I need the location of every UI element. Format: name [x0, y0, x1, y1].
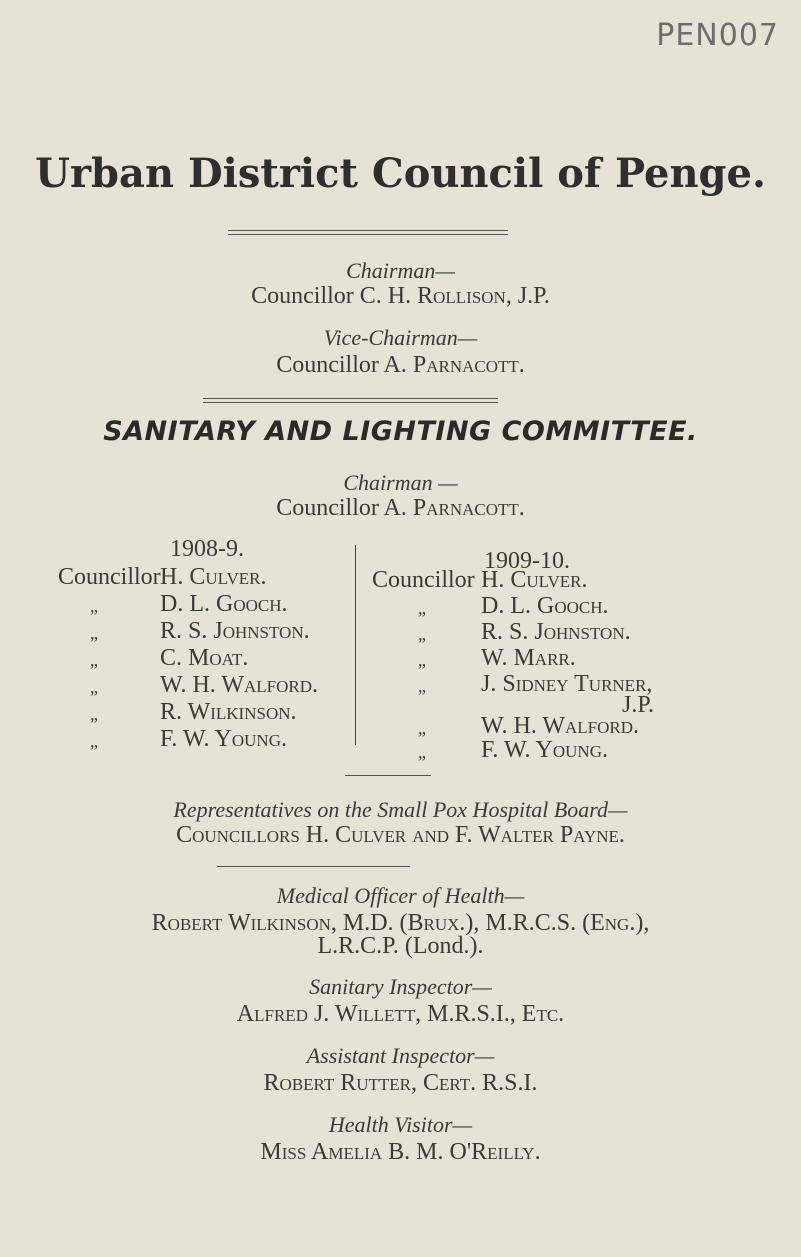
- ditto-mark: „: [90, 731, 98, 751]
- assistant-inspector-name: Robert Rutter, Cert. R.S.I.: [263, 1070, 538, 1096]
- medical-officer-qualifications: L.R.C.P. (Lond.).: [317, 933, 484, 959]
- ditto-mark: „: [418, 624, 426, 644]
- left-member-4: C. Moat.: [160, 645, 249, 671]
- right-member-5: J. Sidney Turner,: [481, 671, 653, 697]
- right-councillor-label: Councillor: [372, 567, 475, 593]
- left-member-2: D. L. Gooch.: [160, 591, 288, 617]
- left-member-1: H. Culver.: [160, 564, 267, 590]
- assistant-inspector-role: Assistant Inspector—: [306, 1043, 495, 1068]
- representatives-rule: [217, 866, 410, 867]
- chairman-role: Chairman—: [346, 258, 455, 283]
- left-councillor-label: Councillor: [58, 564, 161, 590]
- committee-chairman-role: Chairman —: [343, 470, 458, 495]
- health-visitor-role: Health Visitor—: [328, 1112, 473, 1137]
- column-divider: [355, 545, 356, 745]
- members-rule: [345, 775, 431, 776]
- sanitary-inspector-role: Sanitary Inspector—: [309, 974, 492, 999]
- right-member-6: W. H. Walford.: [481, 713, 640, 739]
- section-rule: [203, 398, 498, 403]
- ditto-mark: „: [90, 650, 98, 670]
- right-member-1: H. Culver.: [481, 567, 588, 593]
- right-year: 1909-10.: [484, 548, 570, 574]
- ditto-mark: „: [90, 623, 98, 643]
- representatives-text: Councillors H. Culver and F. Walter Payne.: [176, 822, 625, 848]
- page-title: Urban District Council of Penge.: [35, 150, 766, 197]
- right-member-7: F. W. Young.: [481, 737, 608, 763]
- right-member-2: D. L. Gooch.: [481, 593, 609, 619]
- committee-title: SANITARY AND LIGHTING COMMITTEE.: [103, 416, 698, 447]
- ditto-mark: „: [90, 704, 98, 724]
- right-member-4: W. Marr.: [481, 645, 576, 671]
- chairman-name: Councillor C. H. Rollison, J.P.: [251, 283, 550, 309]
- medical-officer-name: Robert Wilkinson, M.D. (Brux.), M.R.C.S. (Eng.),: [151, 910, 650, 936]
- vice-chairman-name: Councillor A. Parnacott.: [276, 352, 525, 378]
- representatives-role: Representatives on the Small Pox Hospital Board—: [173, 797, 628, 822]
- ditto-mark: „: [418, 742, 426, 762]
- vice-chairman-role: Vice-Chairman—: [323, 325, 478, 350]
- ditto-mark: „: [90, 677, 98, 697]
- ditto-mark: „: [418, 598, 426, 618]
- title-rule: [228, 230, 508, 235]
- archive-reference: PEN007: [656, 18, 779, 53]
- ditto-mark: „: [90, 596, 98, 616]
- medical-officer-role: Medical Officer of Health—: [276, 883, 525, 908]
- left-member-7: F. W. Young.: [160, 726, 287, 752]
- right-member-5-continuation: J.P.: [622, 692, 655, 718]
- left-member-6: R. Wilkinson.: [160, 699, 297, 725]
- right-member-3: R. S. Johnston.: [481, 619, 631, 645]
- ditto-mark: „: [418, 718, 426, 738]
- sanitary-inspector-name: Alfred J. Willett, M.R.S.I., Etc.: [236, 1001, 565, 1027]
- health-visitor-name: Miss Amelia B. M. O'Reilly.: [260, 1139, 541, 1165]
- committee-chairman-name: Councillor A. Parnacott.: [276, 495, 525, 521]
- ditto-mark: „: [418, 676, 426, 696]
- left-member-5: W. H. Walford.: [160, 672, 319, 698]
- left-year: 1908-9.: [170, 536, 244, 562]
- left-member-3: R. S. Johnston.: [160, 618, 310, 644]
- ditto-mark: „: [418, 650, 426, 670]
